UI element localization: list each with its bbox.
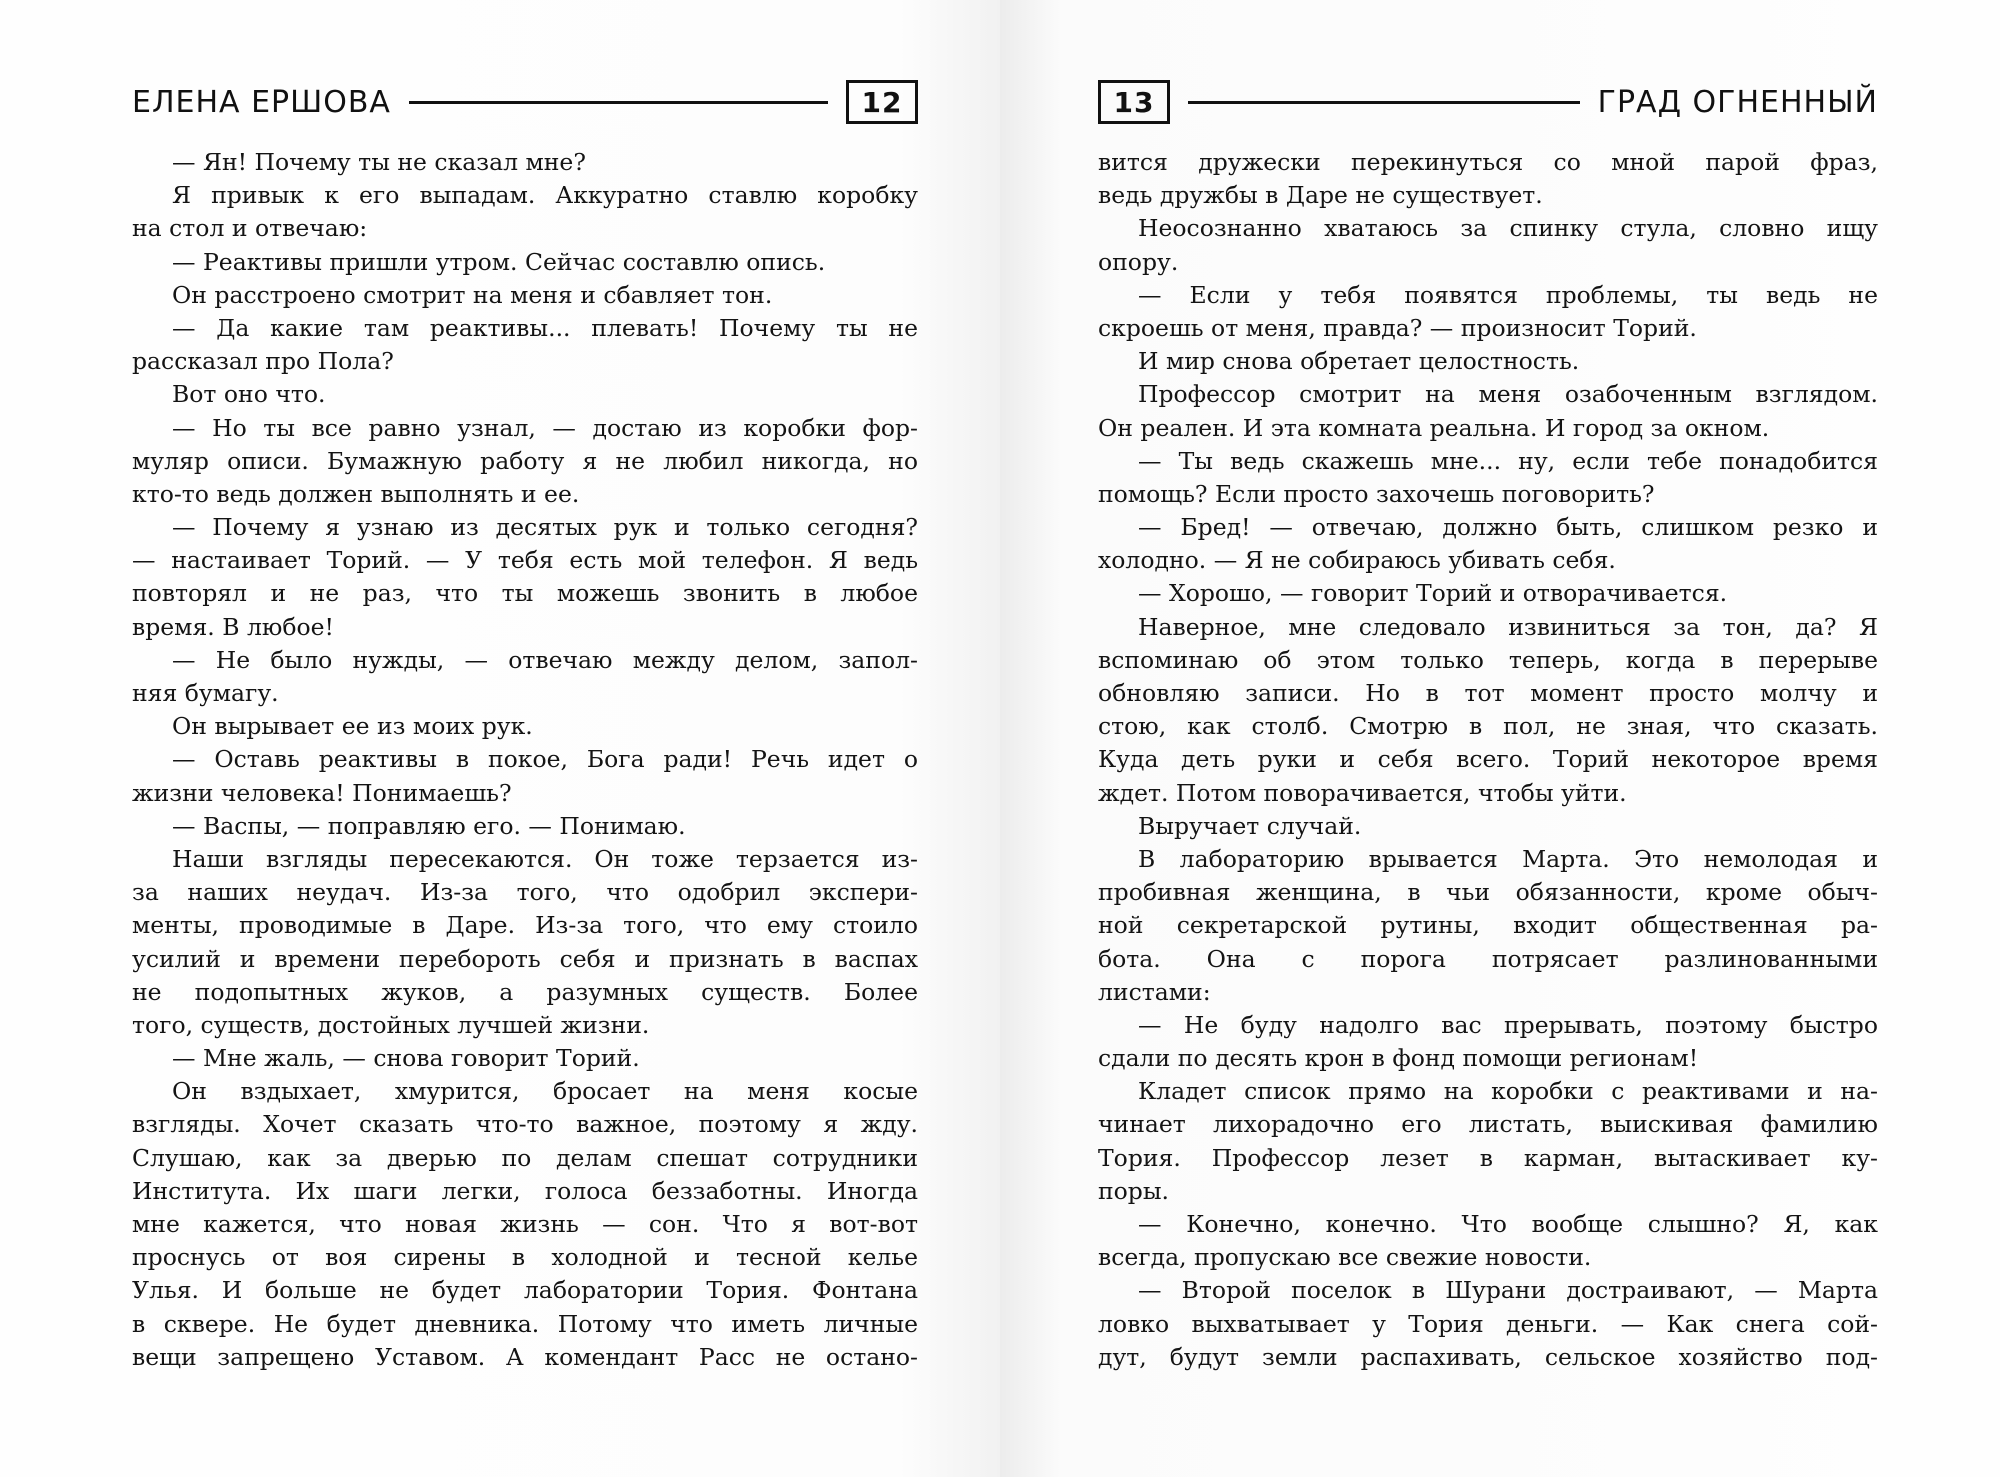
text-line: Улья. И больше не будет лаборатории Тория. Фонтана: [132, 1276, 918, 1305]
text-line: бота. Она с порога потрясает разлинованными: [1098, 944, 1878, 973]
text-line: — Ян! Почему ты не сказал мне?: [172, 148, 586, 176]
text-line: усилий и времени перебороть себя и признать в васпах: [132, 944, 918, 973]
text-line: поры.: [1098, 1176, 1170, 1205]
text-line: — Оставь реактивы в покое, Бога ради! Речь идет о: [172, 745, 918, 774]
left-running-head: [132, 78, 918, 126]
left-body-text: [132, 146, 918, 1374]
text-line: — Хорошо, — говорит Торий и отворачивается.: [1138, 579, 1728, 608]
text-line: — Не было нужды, — отвечаю между делом, запол-: [172, 645, 918, 674]
text-line: Вот оно что.: [172, 380, 326, 409]
text-line: помощь? Если просто захочешь поговорить?: [1098, 479, 1655, 508]
text-line: В лабораторию врывается Марта. Это немолодая и: [1138, 844, 1878, 873]
text-line: не подопытных жуков, а разумных существ. Более: [132, 977, 918, 1006]
text-line: опору.: [1098, 247, 1179, 276]
text-line: того, существ, достойных лучшей жизни.: [132, 1010, 650, 1039]
text-line: обновляю записи. Но в тот момент просто молчу и: [1098, 679, 1878, 707]
text-line: Он расстроено смотрит на меня и сбавляет тон.: [172, 280, 773, 309]
text-line: в сквере. Не будет дневника. Потому что иметь личные: [132, 1309, 918, 1338]
author-name: ЕЛЕНА ЕРШОВА: [132, 84, 391, 120]
book-title: ГРАД ОГНЕННЫЙ: [1597, 84, 1878, 120]
right-body-text: [1098, 146, 1878, 1374]
text-line: холодно. — Я не собираюсь убивать себя.: [1098, 546, 1616, 575]
text-line: Тория. Профессор лезет в карман, вытаскивает ку-: [1098, 1143, 1878, 1172]
text-line: Куда деть руки и себя всего. Торий некоторое время: [1098, 745, 1878, 774]
text-line: на стол и отвечаю:: [132, 214, 368, 243]
text-line: — Второй поселок в Шурани достраивают, — Марта: [1138, 1276, 1878, 1305]
text-line: Он реален. И эта комната реальна. И город за окном.: [1098, 413, 1770, 442]
text-line: Я привык к его выпадам. Аккуратно ставлю коробку: [172, 181, 918, 210]
text-line: сдали по десять крон в фонд помощи регионам!: [1098, 1044, 1699, 1073]
text-line: за наших неудач. Из-за того, что одобрил экспери-: [132, 878, 918, 907]
text-line: вспоминаю об этом только теперь, когда в перерыве: [1098, 645, 1878, 674]
text-line: взгляды. Хочет сказать что-то важное, поэтому я жду.: [132, 1110, 918, 1139]
text-line: ведь дружбы в Даре не существует.: [1098, 181, 1543, 210]
text-line: — Но ты все равно узнал, — достаю из коробки фор-: [172, 413, 918, 442]
text-line: Наши взгляды пересекаются. Он тоже терзается из-: [172, 844, 918, 873]
text-line: ной секретарской рутины, входит общественная ра-: [1098, 911, 1878, 940]
text-line: дут, будут земли распахивать, сельское хозяйство под-: [1098, 1342, 1878, 1371]
text-line: вится дружески перекинуться со мной парой фраз,: [1098, 148, 1878, 176]
text-line: Он вырывает ее из моих рук.: [172, 712, 533, 741]
text-line: стою, как столб. Смотрю в пол, не зная, что сказать.: [1098, 712, 1878, 741]
right-running-head: [1098, 78, 1878, 126]
text-line: — Если у тебя появятся проблемы, ты ведь не: [1138, 280, 1878, 309]
text-line: — Не буду надолго вас прерывать, поэтому быстро: [1138, 1010, 1878, 1039]
text-line: менты, проводимые в Даре. Из-за того, что ему стоило: [132, 911, 918, 940]
text-line: Института. Их шаги легки, голоса беззаботны. Иногда: [132, 1176, 918, 1205]
text-line: мне кажется, что новая жизнь — сон. Что я вот-вот: [132, 1210, 918, 1238]
text-line: — Почему я узнаю из десятых рук и только сегодня?: [172, 513, 918, 542]
text-line: — Реактивы пришли утром. Сейчас составлю опись.: [172, 247, 826, 276]
text-line: — Мне жаль, — снова говорит Торий.: [172, 1044, 640, 1073]
text-line: ждет. Потом поворачивается, чтобы уйти.: [1098, 778, 1627, 807]
text-line: рассказал про Пола?: [132, 347, 394, 376]
text-line: Наверное, мне следовало извиниться за тон, да? Я: [1138, 612, 1878, 641]
text-line: всегда, пропускаю все свежие новости.: [1098, 1243, 1592, 1272]
header-rule: [1188, 101, 1580, 104]
text-line: — Конечно, конечно. Что вообще слышно? Я, как: [1138, 1210, 1878, 1238]
text-line: — настаивает Торий. — У тебя есть мой телефон. Я ведь: [132, 546, 918, 575]
text-line: Профессор смотрит на меня озабоченным взглядом.: [1138, 380, 1878, 409]
page-number-box: 12: [846, 80, 918, 124]
text-line: жизни человека! Понимаешь?: [132, 778, 512, 807]
text-line: — Васпы, — поправляю его. — Понимаю.: [172, 811, 686, 840]
text-line: Слушаю, как за дверью по делам спешат сотрудники: [132, 1143, 918, 1172]
text-line: повторял и не раз, что ты можешь звонить в любое: [132, 579, 918, 608]
text-line: — Бред! — отвечаю, должно быть, слишком резко и: [1138, 513, 1878, 542]
text-line: муляр описи. Бумажную работу я не любил никогда, но: [132, 446, 918, 475]
text-line: чинает лихорадочно его листать, выискивая фамилию: [1098, 1110, 1878, 1139]
text-line: вещи запрещено Уставом. А комендант Расс не остано-: [132, 1342, 918, 1371]
text-line: время. В любое!: [132, 612, 334, 641]
text-line: листами:: [1098, 977, 1211, 1006]
right-page: [1000, 0, 2000, 1477]
text-line: проснусь от воя сирены в холодной и тесной келье: [132, 1243, 918, 1272]
text-line: — Ты ведь скажешь мне... ну, если тебе понадобится: [1138, 446, 1878, 475]
text-line: скроешь от меня, правда? — произносит Торий.: [1098, 313, 1697, 342]
text-line: пробивная женщина, в чьи обязанности, кроме обыч-: [1098, 878, 1878, 907]
text-line: кто-то ведь должен выполнять и ее.: [132, 479, 580, 508]
text-line: — Да какие там реактивы... плевать! Почему ты не: [172, 313, 918, 342]
text-line: ловко выхватывает у Тория деньги. — Как снега сой-: [1098, 1309, 1878, 1338]
text-line: Неосознанно хватаюсь за спинку стула, словно ищу: [1138, 214, 1878, 243]
text-line: няя бумагу.: [132, 679, 279, 707]
text-line: Он вздыхает, хмурится, бросает на меня косые: [172, 1077, 918, 1106]
text-line: И мир снова обретает целостность.: [1138, 347, 1580, 376]
text-line: Выручает случай.: [1138, 811, 1362, 840]
header-rule: [409, 101, 828, 104]
text-line: Кладет список прямо на коробки с реактивами и на-: [1138, 1077, 1878, 1106]
page-number-box: 13: [1098, 80, 1170, 124]
